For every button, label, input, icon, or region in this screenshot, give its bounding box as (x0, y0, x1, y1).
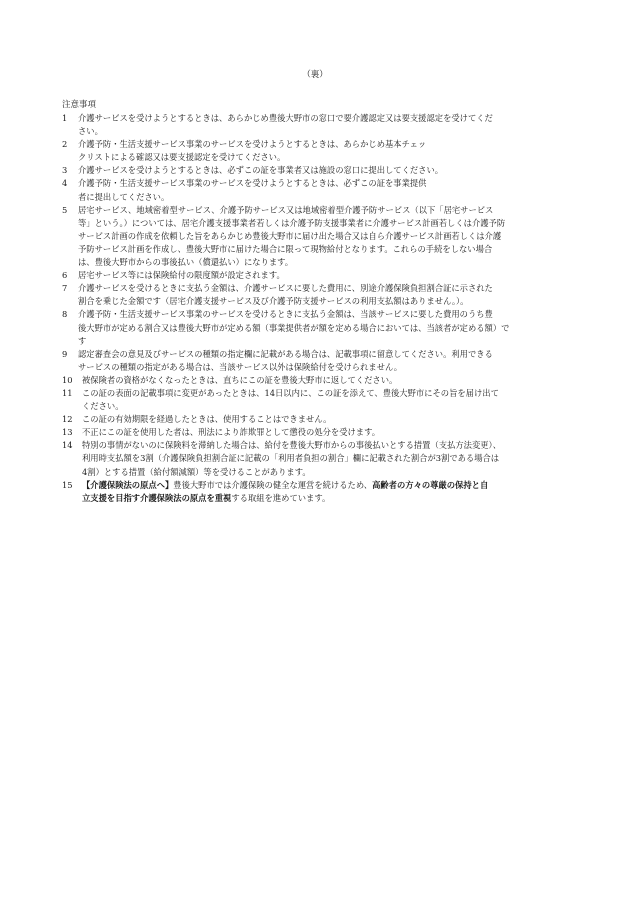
note-text (82, 387, 572, 413)
note-line: 認定審査会の意見及びサービスの種類の指定欄に記載がある場合は、記載事項に留意してください。利用できる (78, 348, 493, 359)
note-line: クリストによる確認又は要支援認定を受けてください。 (78, 152, 286, 163)
note-item (62, 164, 572, 177)
note-text (78, 112, 572, 138)
note-number: 5 (62, 204, 68, 215)
note-text-segment: 豊後大野市では介護保険の健全な運営を続けるため、 (173, 479, 373, 490)
note-text (78, 348, 572, 374)
emphasized-text: 立支援を目指す介護保険法の原点を重視 (82, 492, 232, 503)
note-line: サービスの種類の指定がある場合は、当該サービス以外は保険給付を受けられません。 (78, 361, 403, 372)
note-line: この証の有効期限を経過したときは、使用することはできません。 (82, 414, 332, 425)
note-text (82, 426, 572, 439)
note-item (62, 439, 572, 478)
note-item (62, 282, 572, 308)
note-number: 3 (62, 165, 68, 176)
note-line: 居宅サービス、地域密着型サービス、介護予防サービス又は地域密着型介護予防サービス（以下「居宅サービス (78, 204, 494, 215)
note-number: 7 (62, 283, 68, 294)
note-line: ください。 (82, 401, 124, 412)
note-line: 不正にこの証を使用した者は、刑法により詐欺罪として懲役の処分を受けます。 (82, 427, 381, 438)
note-item (62, 269, 572, 282)
note-number: 11 (62, 387, 73, 398)
note-line: 予防サービス計画を作成し、豊後大野市に届けた場合に限って現物給付となります。これらの手続をしない場合 (78, 243, 493, 254)
note-item (62, 426, 572, 439)
note-item (62, 177, 572, 203)
note-text (78, 164, 572, 177)
note-item (62, 204, 572, 269)
note-line: 介護予防・生活支援サービス事業のサービスを受けるときに支払う金額は、当該サービスに要した費用のうち豊 (78, 309, 493, 320)
note-line: 後大野市が定める割合又は豊後大野市が定める額（事業提供者が額を定める場合においては、当該者が定める額）で (78, 322, 510, 333)
emphasized-text: 高齢者の方々の尊厳の保持と自 (372, 479, 489, 490)
note-number: 4 (62, 178, 68, 189)
note-text (78, 282, 572, 308)
note-item (62, 374, 572, 387)
note-item (62, 413, 572, 426)
note-line: 者に提出してください。 (78, 191, 170, 202)
note-line: 介護予防・生活支援サービス事業のサービスを受けようとするときは、あらかじめ基本チェッ (78, 139, 427, 150)
note-line: 被保険者の資格がなくなったときは、直ちにこの証を豊後大野市に返してください。 (82, 374, 398, 385)
note-line: 割合を乗じた金額です（居宅介護支援サービス及び介護予防支援サービスの利用支払額はありません。）。 (78, 296, 469, 307)
note-item (62, 348, 572, 374)
note-item (62, 112, 572, 138)
note-text (82, 413, 572, 426)
page-side-label: （裏） (302, 70, 328, 80)
note-text (78, 269, 572, 282)
note-number: 9 (62, 348, 68, 359)
note-line: さい。 (78, 126, 103, 137)
note-text-segment: する取組を進めています。 (231, 492, 331, 503)
note-text (78, 308, 572, 347)
notes-list (62, 112, 572, 505)
note-number: 2 (62, 139, 68, 150)
note-number: 13 (62, 427, 73, 438)
note-number: 12 (62, 414, 73, 425)
note-line: サービス計画の作成を依頼した旨をあらかじめ豊後大野市に届け出た場合又は自ら介護サービス計画若しくは介護 (78, 230, 502, 241)
note-item (62, 387, 572, 413)
note-line (82, 492, 572, 505)
section-title: 注意事項 (62, 100, 97, 110)
note-number: 8 (62, 309, 68, 320)
note-line: 介護サービスを受けようとするときは、必ずこの証を事業者又は施設の窓口に提出してください。 (78, 165, 444, 176)
note-text (82, 374, 572, 387)
note-number: 10 (62, 374, 73, 385)
note-line (82, 479, 572, 492)
note-text (78, 138, 572, 164)
note-line: 介護サービスを受けようとするときは、あらかじめ豊後大野市の窓口で要介護認定又は要支援認定を受けてくだ (78, 113, 493, 123)
note-text (78, 177, 572, 203)
note-line: 居宅サービス等には保険給付の限度額が設定されます。 (78, 270, 285, 281)
note-line: 介護予防・生活支援サービス事業のサービスを受けようとするときは、必ずこの証を事業提供 (78, 178, 427, 189)
note-item (62, 479, 572, 505)
note-line: 4割）とする措置（給付額減額）等を受けることがあります。 (82, 466, 311, 477)
note-text (78, 204, 572, 269)
note-line: 介護サービスを受けるときに支払う金額は、介護サービスに要した費用に、別途介護保険負担割合証に示された (78, 283, 493, 294)
note-number: 15 (62, 479, 73, 490)
note-text (82, 479, 572, 505)
note-line: 特別の事情がないのに保険料を滞納した場合は、給付を豊後大野市からの事後払いとする措置（支払方法変更）、 (82, 440, 501, 451)
note-line: す (78, 335, 87, 346)
note-item (62, 308, 572, 347)
note-number: 6 (62, 270, 68, 281)
note-line: は、豊後大野市からの事後払い（償還払い）になります。 (78, 257, 294, 268)
note-line: この証の表面の記載事項に変更があったときは、14日以内に、この証を添えて、豊後大野市にその旨を届け出て (82, 387, 499, 398)
note-text (82, 439, 572, 478)
note-line: 等」という。）については、居宅介護支援事業者若しくは介護予防支援事業者に介護サービス計画若しくは介護予防 (78, 217, 506, 228)
note-item (62, 138, 572, 164)
note-line: 利用時支払額を3割（介護保険負担割合証に記載の「利用者負担の割合」欄に記載された割合が3割である場合は (82, 453, 500, 464)
emphasized-text: 【介護保険法の原点へ】 (82, 479, 174, 490)
note-number: 14 (62, 440, 73, 451)
note-number: 1 (62, 113, 68, 123)
